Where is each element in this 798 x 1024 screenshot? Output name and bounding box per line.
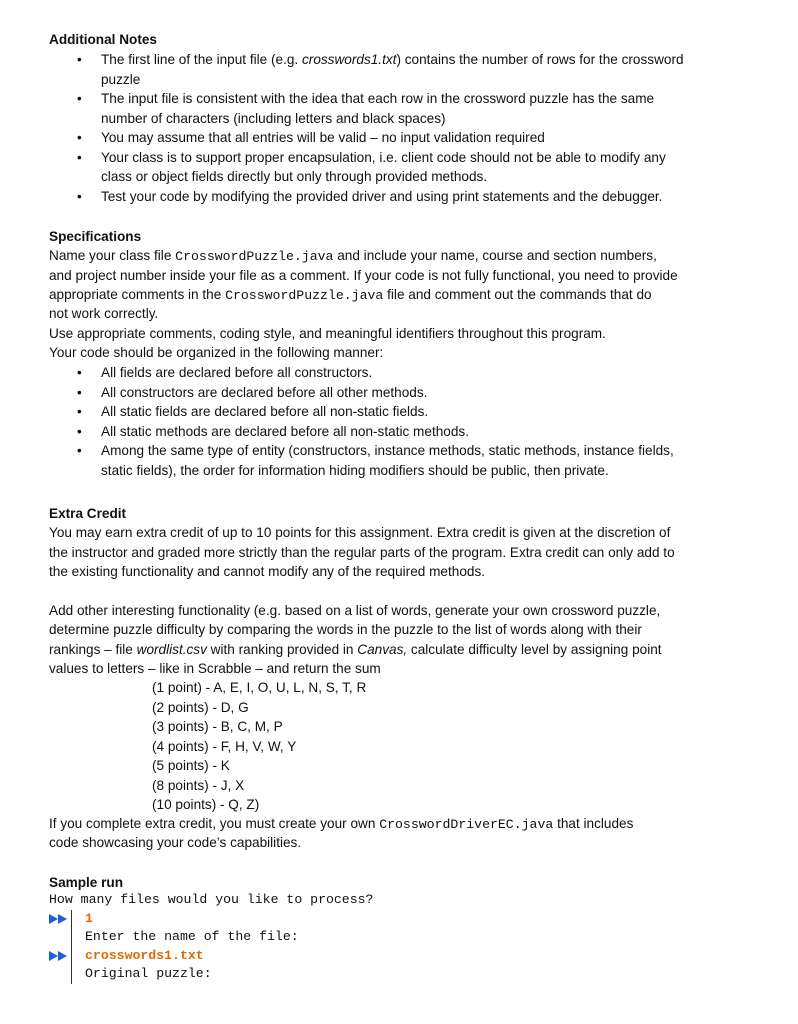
additional-notes-list <box>49 50 749 206</box>
extra-credit-heading: Extra Credit <box>49 506 127 521</box>
list-item: (3 points) - B, C, M, P <box>152 719 283 734</box>
list-item: • All static fields are declared before all non-static fields. <box>49 402 749 422</box>
extra-credit-line: Add other interesting functionality (e.g. based on a list of words, generate your own crossword puzzle, <box>49 603 661 618</box>
console-output: How many files would you like to process? <box>49 892 374 907</box>
list-item: (8 points) - J, X <box>152 777 245 793</box>
list-item: • The input file is consistent with the idea that each row in the crossword puzzle has the same number of characters (including letters and black spaces) <box>49 89 749 128</box>
extra-credit-line: the existing functionality and cannot modify any of the required methods. <box>49 564 486 579</box>
letter-points-list <box>152 678 366 815</box>
list-item: (1 point) - A, E, I, O, U, L, N, S, T, R <box>152 680 367 695</box>
list-item: • Your class is to support proper encapsulation, i.e. client code should not be able to modify any class or object fields directly but only through provided methods. <box>49 148 749 187</box>
list-item: (10 points) - Q, Z) <box>152 797 260 812</box>
list-item: • You may assume that all entries will be valid – no input validation required <box>49 128 749 148</box>
list-item: • All fields are declared before all constructors. <box>49 363 749 383</box>
spec-line: Your code should be organized in the following manner: <box>49 345 384 360</box>
list-item: (4 points) - F, H, V, W, Y <box>152 738 297 754</box>
list-item: • All constructors are declared before all other methods. <box>49 383 749 403</box>
console-output: Original puzzle: <box>85 966 212 981</box>
list-item: (5 points) - K <box>152 758 230 773</box>
extra-credit-line: If you complete extra credit, you must create your own CrosswordDriverEC.java that includes <box>49 816 634 832</box>
additional-notes-heading: Additional Notes <box>49 32 157 47</box>
organization-list <box>49 363 749 480</box>
console-input: crosswords1.txt <box>85 947 204 963</box>
console-input: 1 <box>85 910 93 926</box>
sample-run-heading: Sample run <box>49 875 124 890</box>
class-file-name: CrosswordPuzzle.java <box>225 288 384 303</box>
list-item: • Test your code by modifying the provided driver and using print statements and the debugger. <box>49 187 749 207</box>
extra-credit-line: You may earn extra credit of up to 10 points for this assignment. Extra credit is given at the discretion of <box>49 525 671 540</box>
extra-credit-line: determine puzzle difficulty by comparing the words in the puzzle to the list of words along with their <box>49 622 642 637</box>
list-item: • All static methods are declared before all non-static methods. <box>49 422 749 442</box>
driver-file-name: CrosswordDriverEC.java <box>379 817 554 832</box>
input-arrow-icon <box>49 914 69 924</box>
console-output: Enter the name of the file: <box>85 929 299 944</box>
sample-run-console <box>49 891 549 984</box>
spec-line: appropriate comments in the CrosswordPuzzle.java file and comment out the commands that do <box>49 287 652 303</box>
extra-credit-line: rankings – file wordlist.csv with ranking provided in Canvas, calculate difficulty level by assigning point <box>49 642 662 657</box>
spec-line: and project number inside your file as a comment. If your code is not fully functional, you need to provide <box>49 268 678 283</box>
input-arrow-icon <box>49 951 69 961</box>
console-divider <box>71 910 72 984</box>
list-item: (2 points) - D, G <box>152 699 249 715</box>
spec-line: Use appropriate comments, coding style, and meaningful identifiers throughout this program. <box>49 326 606 341</box>
spec-line: Name your class file CrosswordPuzzle.java and include your name, course and section numbers, <box>49 248 657 264</box>
list-item: • The first line of the input file (e.g. crosswords1.txt) contains the number of rows for the crossword puzzle <box>49 50 749 89</box>
spec-line: not work correctly. <box>49 306 159 321</box>
extra-credit-line: the instructor and graded more strictly than the regular parts of the program. Extra credit can only add to <box>49 545 675 560</box>
extra-credit-line: values to letters – like in Scrabble – and return the sum <box>49 661 381 676</box>
list-item: • Among the same type of entity (constructors, instance methods, static methods, instance fields, static fields), the order for information hiding modifiers should be public, then private. <box>49 441 749 480</box>
extra-credit-line: code showcasing your code’s capabilities. <box>49 835 302 850</box>
specifications-heading: Specifications <box>49 229 142 244</box>
class-file-name: CrosswordPuzzle.java <box>175 249 334 264</box>
